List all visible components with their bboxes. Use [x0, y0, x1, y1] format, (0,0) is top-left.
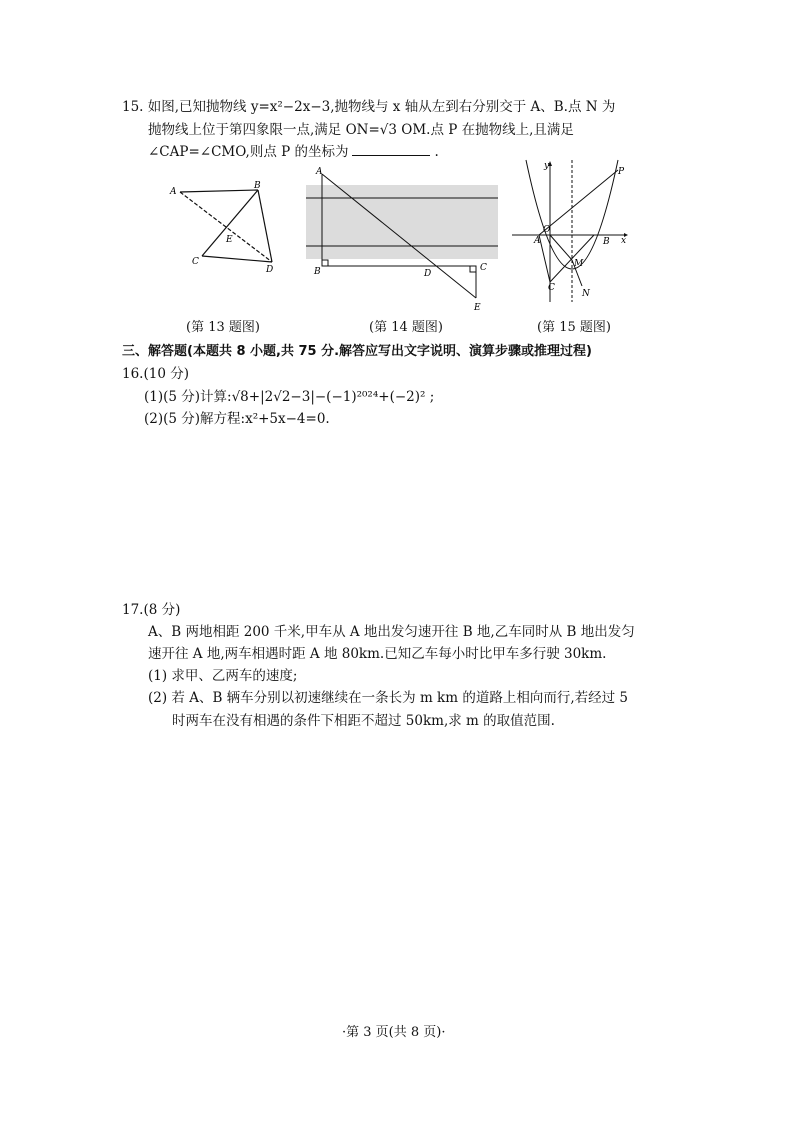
- q15-line3-end: .: [434, 144, 439, 160]
- page-number: ·第 3 页(共 8 页)·: [342, 1025, 446, 1040]
- q17-line2: 速开往 A 地,两车相遇时距 A 地 80km.已知乙车每小时比甲车多行驶 30km.: [148, 646, 607, 662]
- fig13-label-d: D: [266, 265, 274, 275]
- fig15-label-p: P: [618, 167, 625, 177]
- q15-line3-text: ∠CAP=∠CMO,则点 P 的坐标为: [148, 144, 349, 160]
- fig15-label-b: B: [603, 237, 610, 247]
- fig14-label-c: C: [480, 263, 487, 273]
- fig13-label-b: B: [254, 181, 261, 191]
- answer-blank: [352, 143, 430, 156]
- fig14-label-e: E: [474, 303, 481, 313]
- fig15-label-o: O: [543, 225, 551, 235]
- q15-line3: [148, 143, 439, 161]
- fig14-label-a: A: [316, 167, 323, 177]
- q17-line1: A、B 两地相距 200 千米,甲车从 A 地出发匀速开往 B 地,乙车同时从 B 地出发匀: [148, 624, 635, 640]
- fig13-label-e: E: [226, 235, 233, 245]
- fig15-caption: (第 15 题图): [537, 320, 611, 335]
- section-heading: 三、解答题(本题共 8 小题,共 75 分.解答应写出文字说明、演算步骤或推理过程): [122, 344, 592, 359]
- fig13-caption: (第 13 题图): [186, 320, 260, 335]
- fig13-label-a: A: [170, 187, 177, 197]
- q17-header: 17.(8 分): [122, 602, 181, 618]
- q16-part1: (1)(5 分)计算:√8+|2√2−3|−(−1)²⁰²⁴+(−2)² ;: [144, 389, 435, 405]
- q16-part2: (2)(5 分)解方程:x²+5x−4=0.: [144, 411, 330, 427]
- q17-part2-line1: (2) 若 A、B 辆车分别以初速继续在一条长为 m km 的道路上相向而行,若经过 5: [148, 690, 628, 706]
- fig14-label-b: B: [314, 267, 321, 277]
- fig15-label-y: y: [544, 161, 550, 171]
- q17-part2-line2: 时两车在没有相遇的条件下相距不超过 50km,求 m 的取值范围.: [172, 713, 555, 729]
- fig15-label-a: A: [534, 236, 541, 246]
- q16-header: 16.(10 分): [122, 366, 189, 382]
- fig14-label-d: D: [424, 269, 432, 279]
- q15-line1: 15. 如图,已知抛物线 y=x²−2x−3,抛物线与 x 轴从左到右分别交于 A、B.点 N 为: [122, 99, 616, 115]
- fig15-label-x: x: [621, 236, 627, 246]
- fig13-label-c: C: [192, 257, 199, 267]
- figure-15: [510, 158, 635, 303]
- q15-line2: 抛物线上位于第四象限一点,满足 ON=√3 OM.点 P 在抛物线上,且满足: [148, 122, 574, 138]
- q17-part1: (1) 求甲、乙两车的速度;: [148, 668, 298, 684]
- figure-13: [160, 178, 290, 278]
- shaded-strip: [306, 185, 498, 259]
- fig14-caption: (第 14 题图): [369, 320, 443, 335]
- figure-14: [300, 164, 505, 314]
- fig15-label-c: C: [548, 283, 555, 293]
- fig15-label-n: N: [582, 289, 590, 299]
- fig15-label-m: M: [574, 259, 584, 269]
